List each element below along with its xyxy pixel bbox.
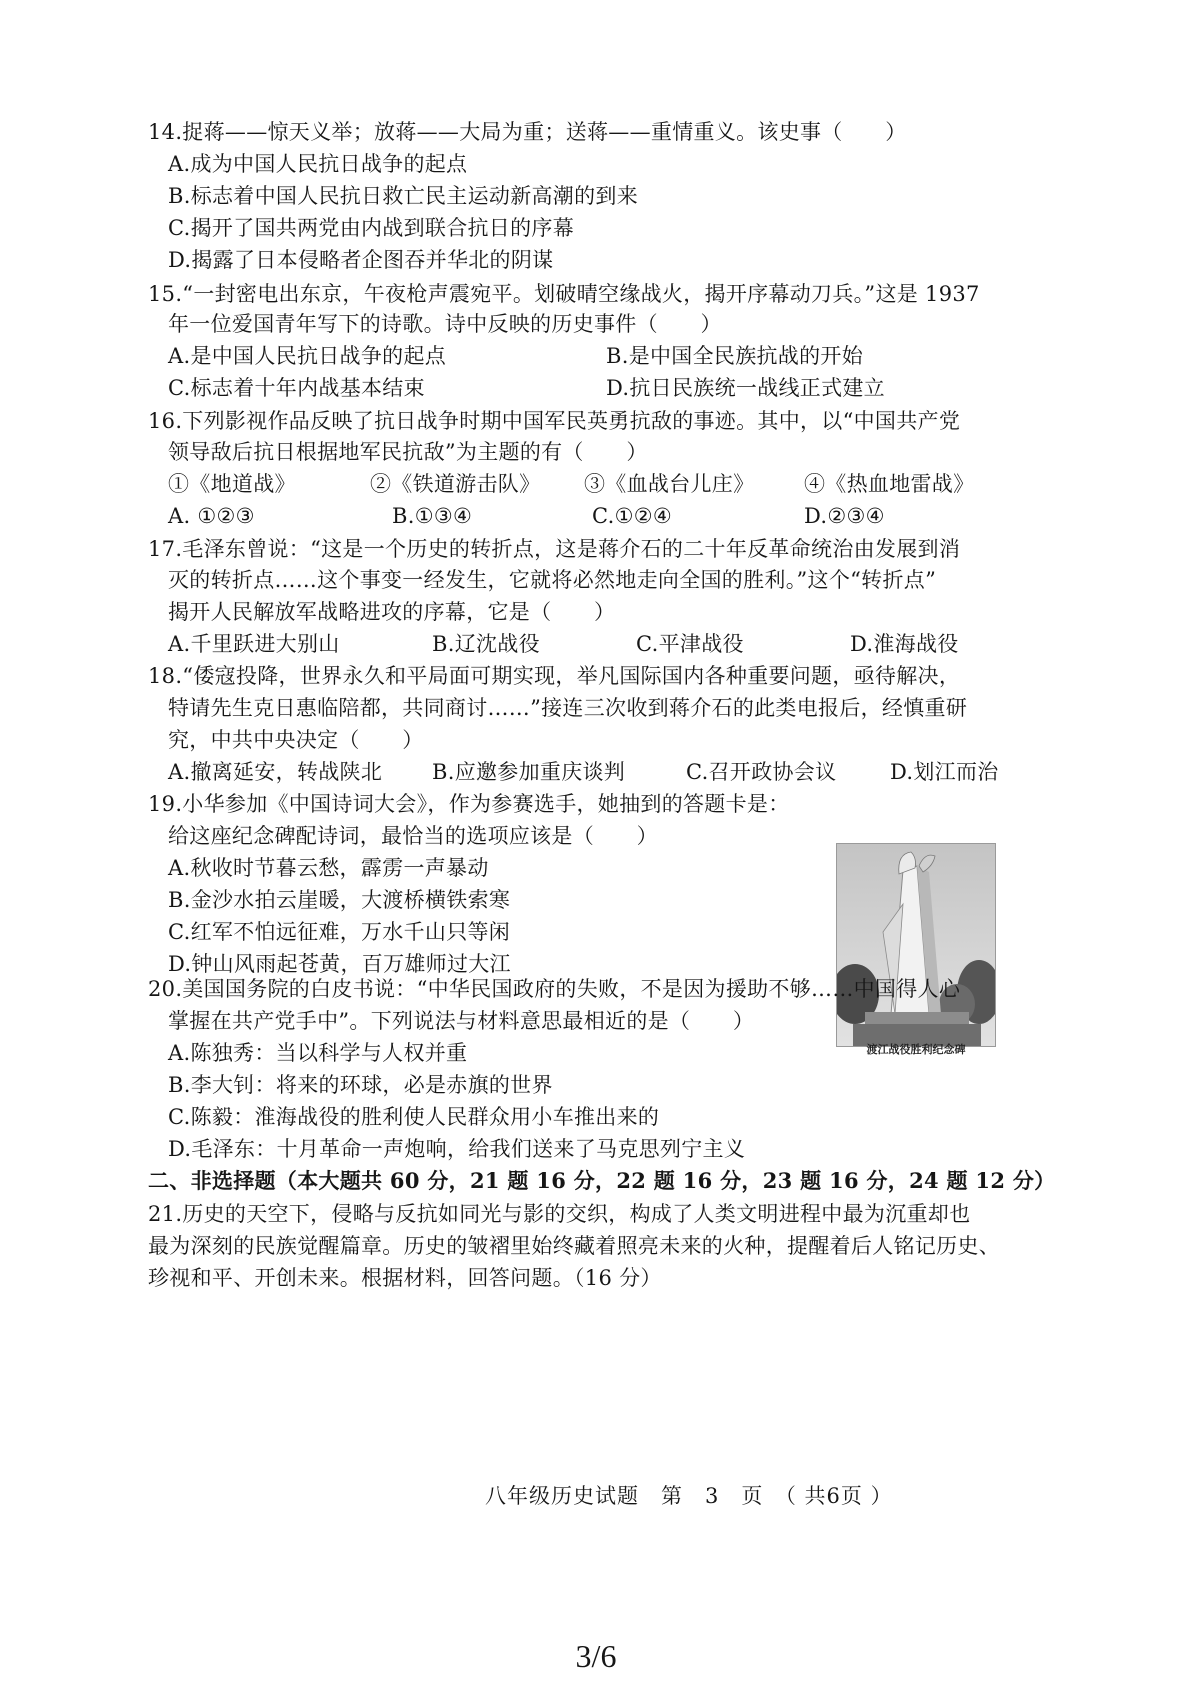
section2-heading: 二、非选择题（本大题共 60 分，21 题 16 分，22 题 16 分，23 题 16 分，24 题 12 分）: [148, 1168, 1056, 1193]
q16-work-3: ③《血战台儿庄》: [584, 472, 755, 496]
q16-work-4: ④《热血地雷战》: [804, 472, 975, 496]
q19-option-a: A.秋收时节暮云愁，霹雳一声暴动: [168, 856, 489, 880]
q16-work-2: ②《铁道游击队》: [370, 472, 541, 496]
q20-option-a: A.陈独秀：当以科学与人权并重: [168, 1041, 468, 1065]
q15-option-c: C.标志着十年内战基本结束: [168, 376, 425, 400]
q16-option-c: C.①②④: [592, 504, 672, 528]
q18-option-d: D.划江而治: [890, 760, 999, 784]
q15-stem-line1: 15.“一封密电出东京，午夜枪声震宛平。划破晴空缘战火，揭开序幕动刀兵。”这是 1937: [148, 282, 980, 306]
q17-option-c: C.平津战役: [636, 632, 744, 656]
q19-option-b: B.金沙水拍云崖暖，大渡桥横铁索寒: [168, 888, 511, 912]
q14-option-c: C.揭开了国共两党由内战到联合抗日的序幕: [168, 216, 574, 240]
q20-option-c: C.陈毅：淮海战役的胜利使人民群众用小车推出来的: [168, 1105, 660, 1129]
q17-option-a: A.千里跃进大别山: [168, 632, 340, 656]
q17-stem-line3: 揭开人民解放军战略进攻的序幕，它是（ ）: [168, 600, 616, 624]
q17-option-d: D.淮海战役: [850, 632, 959, 656]
q20-stem-line1: 20.美国国务院的白皮书说：“中华民国政府的失败，不是因为援助不够……中国得人心: [148, 977, 961, 1001]
q21-line2: 最为深刻的民族觉醒篇章。历史的皱褶里始终藏着照亮未来的火种，提醒着后人铭记历史、: [148, 1234, 1000, 1258]
q18-option-a: A.撤离延安，转战陕北: [168, 760, 383, 784]
q16-stem-line1: 16.下列影视作品反映了抗日战争时期中国军民英勇抗敌的事迹。其中，以“中国共产党: [148, 409, 961, 433]
q20-option-b: B.李大钊：将来的环球，必是赤旗的世界: [168, 1073, 553, 1097]
q14-stem: 14.捉蒋——惊天义举；放蒋——大局为重；送蒋——重情重义。该史事（ ）: [148, 120, 907, 144]
q18-option-b: B.应邀参加重庆谈判: [432, 760, 626, 784]
q19-option-c: C.红军不怕远征难，万水千山只等闲: [168, 920, 511, 944]
page-footer: 八年级历史试题 第 3 页 （ 共6页 ）: [485, 1484, 893, 1508]
q14-option-d: D.揭露了日本侵略者企图吞并华北的阴谋: [168, 248, 554, 272]
q18-stem-line3: 究，中共中央决定（ ）: [168, 728, 424, 752]
q15-stem-line2: 年一位爱国青年写下的诗歌。诗中反映的历史事件（ ）: [168, 312, 722, 336]
monument-photo: [836, 843, 996, 1047]
monument-illustration: [837, 844, 995, 1046]
q20-option-d: D.毛泽东：十月革命一声炮响，给我们送来了马克思列宁主义: [168, 1137, 746, 1161]
q16-stem-line2: 领导敌后抗日根据地军民抗敌”为主题的有（ ）: [168, 440, 648, 464]
q16-option-a: A. ①②③: [168, 504, 255, 528]
q15-option-a: A.是中国人民抗日战争的起点: [168, 344, 447, 368]
q19-stem-line1: 19.小华参加《中国诗词大会》，作为参赛选手，她抽到的答题卡是：: [148, 792, 790, 816]
q21-line1: 21.历史的天空下，侵略与反抗如同光与影的交织，构成了人类文明进程中最为沉重却也: [148, 1202, 971, 1226]
q17-option-b: B.辽沈战役: [432, 632, 540, 656]
q19-option-d: D.钟山风雨起苍黄，百万雄师过大江: [168, 952, 511, 976]
q19-stem-line2: 给这座纪念碑配诗词，最恰当的选项应该是（ ）: [168, 824, 658, 848]
q14-option-a: A.成为中国人民抗日战争的起点: [168, 152, 468, 176]
q18-option-c: C.召开政协会议: [686, 760, 837, 784]
q18-stem-line1: 18.“倭寇投降，世界永久和平局面可期实现，举凡国际国内各种重要问题，亟待解决，: [148, 664, 961, 688]
q18-stem-line2: 特请先生克日惠临陪都，共同商讨……”接连三次收到蒋介石的此类电报后，经慎重研: [168, 696, 968, 720]
q17-stem-line1: 17.毛泽东曾说：“这是一个历史的转折点，这是蒋介石的二十年反革命统治由发展到消: [148, 537, 961, 561]
q20-stem-line2: 掌握在共产党手中”。下列说法与材料意思最相近的是（ ）: [168, 1009, 755, 1033]
q15-option-b: B.是中国全民族抗战的开始: [606, 344, 864, 368]
monument-caption: 渡江战役胜利纪念碑: [866, 1043, 966, 1056]
q15-option-d: D.抗日民族统一战线正式建立: [606, 376, 885, 400]
page-number: 3/6: [575, 1638, 617, 1674]
q16-work-1: ①《地道战》: [168, 472, 296, 496]
q16-option-d: D.②③④: [804, 504, 885, 528]
q16-option-b: B.①③④: [392, 504, 473, 528]
q21-line3: 珍视和平、开创未来。根据材料，回答问题。（16 分）: [148, 1266, 662, 1290]
q17-stem-line2: 灭的转折点……这个事变一经发生，它就将必然地走向全国的胜利。”这个“转折点”: [168, 568, 937, 592]
q14-option-b: B.标志着中国人民抗日救亡民主运动新高潮的到来: [168, 184, 639, 208]
